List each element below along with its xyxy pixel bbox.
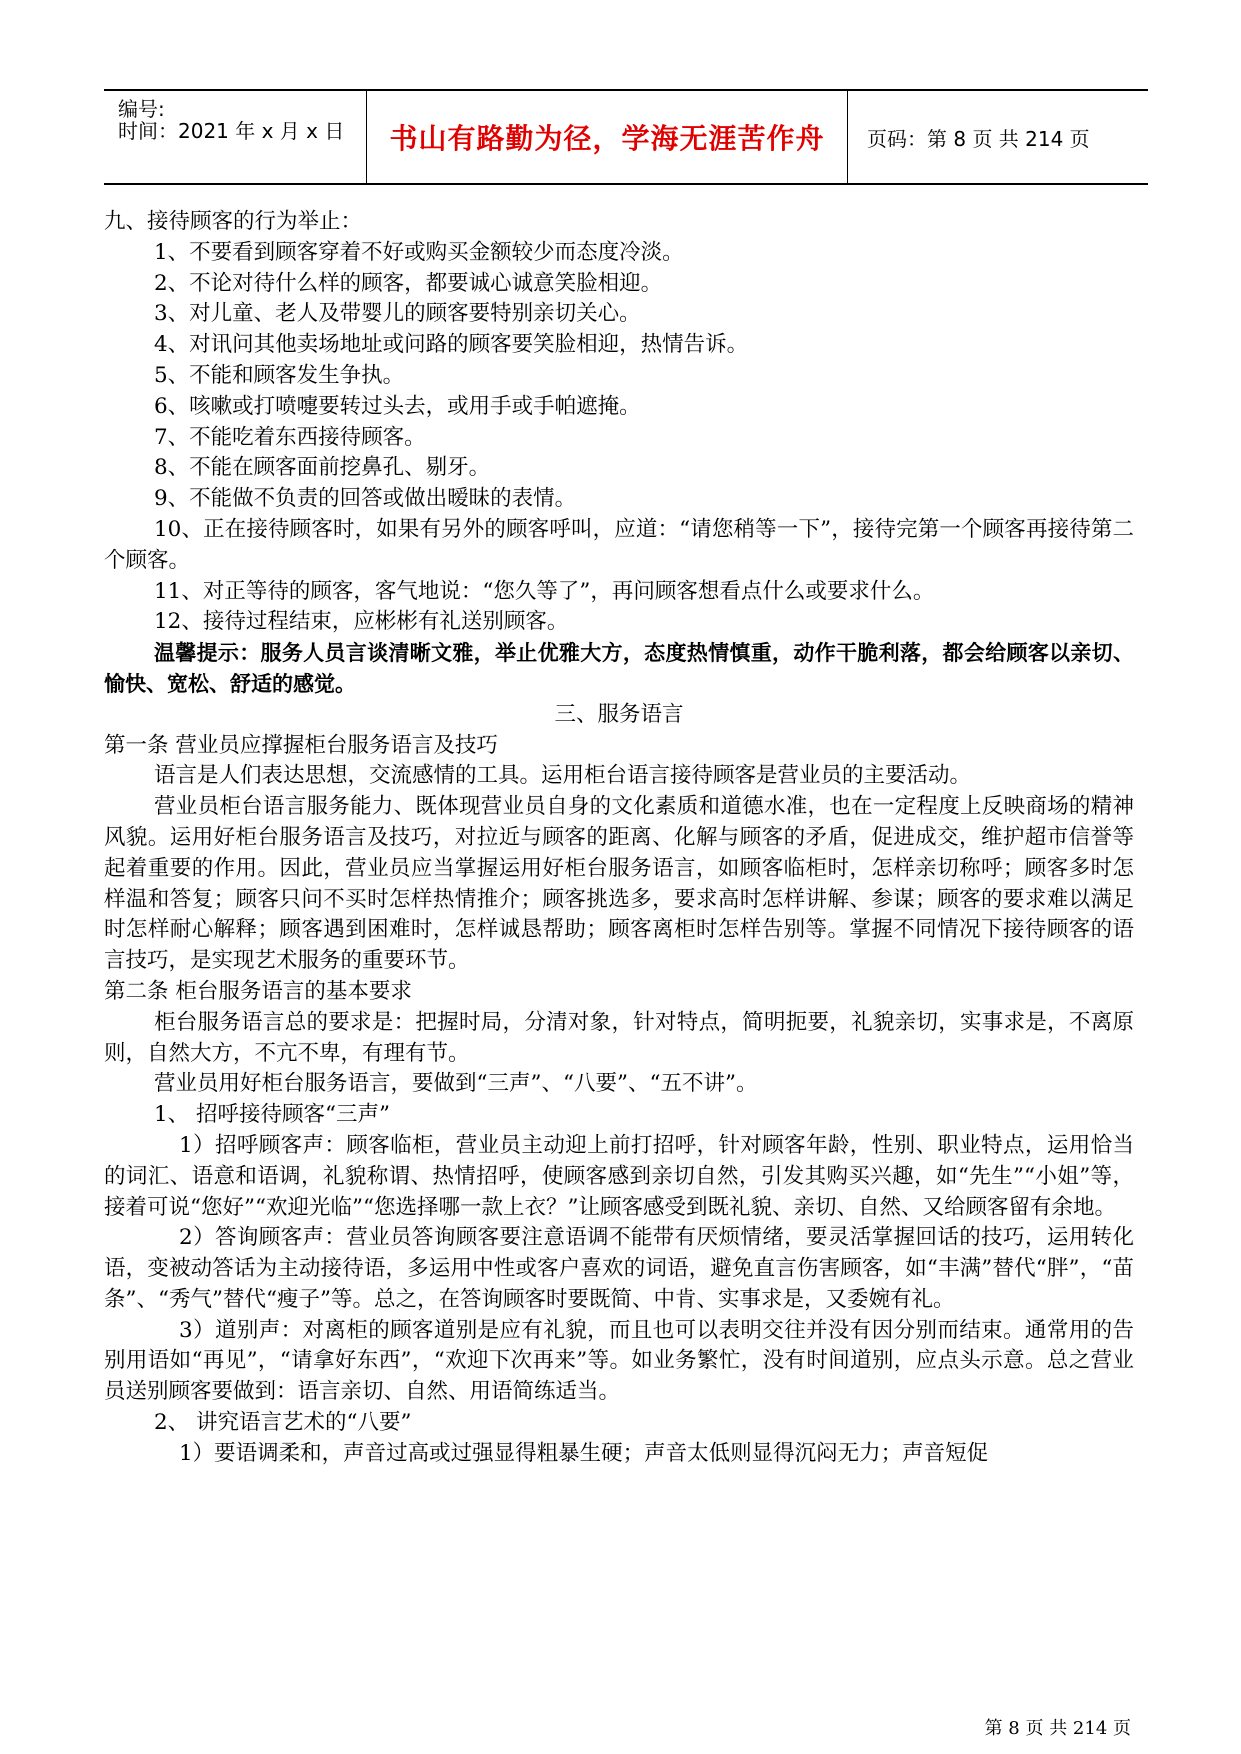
body-paragraph: 3）道别声：对离柜的顾客道别是应有礼貌，而且也可以表明交往并没有因分别而结束。通常用的告别用语如“再见”，“请拿好东西”，“欢迎下次再来”等。如业务繁忙，没有时间道别，应点头示意。总之营业员送别顾客要做到：语言亲切、自然、用语简练适当。	[104, 1317, 1134, 1405]
list-item: 5、不能和顾客发生争执。	[154, 362, 405, 388]
body-paragraph: 1）要语调柔和，声音过高或过强显得粗暴生硬；声音太低则显得沉闷无力；声音短促	[179, 1440, 989, 1466]
list-item: 1、不要看到顾客穿着不好或购买金额较少而态度冷淡。	[154, 239, 684, 265]
sub-heading: 2、 讲究语言艺术的“八要”	[154, 1410, 412, 1436]
header-info-cell	[104, 91, 367, 183]
header-page-code: 页码：第 8 页 共 214 页	[867, 126, 1090, 151]
body-paragraph: 营业员用好柜台服务语言，要做到“三声”、“八要”、“五不讲”。	[154, 1071, 758, 1097]
header-motto: 书山有路勤为径，学海无涯苦作舟	[389, 122, 825, 155]
list-item: 10、正在接待顾客时，如果有另外的顾客呼叫，应道：“请您稍等一下”，接待完第一个顾客再接待第二个顾客。	[104, 516, 1134, 573]
list-item: 9、不能做不负责的回答或做出暧昧的表情。	[154, 486, 577, 512]
chapter-heading: 三、服务语言	[554, 701, 684, 727]
list-item: 7、不能吃着东西接待顾客。	[154, 424, 426, 450]
article-heading: 第一条 营业员应撑握柜台服务语言及技巧	[104, 732, 498, 758]
list-item: 6、咳嗽或打喷嚏要转过头去，或用手或手帕遮掩。	[154, 393, 641, 419]
list-item: 4、对讯问其他卖场地址或问路的顾客要笑脸相迎，热情告诉。	[154, 332, 749, 358]
document-body	[104, 207, 1134, 1470]
body-paragraph: 语言是人们表达思想，交流感情的工具。运用柜台语言接待顾客是营业员的主要活动。	[154, 763, 972, 789]
sub-heading: 1、 招呼接待顾客“三声”	[154, 1102, 390, 1128]
list-item: 11、对正等待的顾客，客气地说：“您久等了”，再问顾客想看点什么或要求什么。	[154, 578, 935, 604]
page-header	[104, 89, 1148, 185]
list-item: 3、对儿童、老人及带婴儿的顾客要特别亲切关心。	[154, 301, 641, 327]
document-time-label: 时间：2021 年 x 月 x 日	[118, 119, 345, 143]
header-motto-cell	[367, 91, 848, 183]
page-footer: 第 8 页 共 214 页	[984, 1718, 1131, 1739]
body-paragraph: 2）答询顾客声：营业员答询顾客要注意语调不能带有厌烦情绪，要灵活掌握回话的技巧，运用转化语，变被动答话为主动接待语，多运用中性或客户喜欢的词语，避免直言伤害顾客，如“丰满”替代“胖”，“苗条”、“秀气”替代“瘦子”等。总之，在答询顾客时要既简、中肯、实事求是，又委婉有礼。	[104, 1225, 1134, 1312]
warm-tip: 温馨提示：服务人员言谈清晰文雅，举止优雅大方，态度热情慎重，动作干脆利落，都会给顾客以亲切、愉快、宽松、舒适的感觉。	[104, 641, 1134, 696]
document-number-label: 编号:	[118, 97, 165, 121]
body-paragraph: 柜台服务语言总的要求是：把握时局，分清对象，针对特点，简明扼要，礼貌亲切，实事求是，不离原则，自然大方，不亢不卑，有理有节。	[104, 1009, 1134, 1066]
section-heading: 九、接待顾客的行为举止：	[104, 209, 363, 234]
list-item: 8、不能在顾客面前挖鼻孔、剔牙。	[154, 455, 491, 481]
header-page-cell	[849, 91, 1148, 183]
article-heading: 第二条 柜台服务语言的基本要求	[104, 978, 412, 1004]
list-item: 2、不论对待什么样的顾客，都要诚心诚意笑脸相迎。	[154, 270, 663, 296]
list-item: 12、接待过程结束，应彬彬有礼送别顾客。	[154, 609, 569, 635]
body-paragraph: 营业员柜台语言服务能力、既体现营业员自身的文化素质和道德水准，也在一定程度上反映商场的精神风貌。运用好柜台服务语言及技巧，对拉近与顾客的距离、化解与顾客的矛盾，促进成交，维护超市信誉等起着重要的作用。因此，营业员应当掌握运用好柜台服务语言，如顾客临柜时，怎样亲切称呼；顾客多时怎样温和答复；顾客只问不买时怎样热情推介；顾客挑选多，要求高时怎样讲解、参谋；顾客的要求难以满足时怎样耐心解释；顾客遇到困难时，怎样诚恳帮助；顾客离柜时怎样告别等。掌握不同情况下接待顾客的语言技巧，是实现艺术服务的重要环节。	[104, 794, 1134, 974]
body-paragraph: 1）招呼顾客声：顾客临柜，营业员主动迎上前打招呼，针对顾客年龄，性别、职业特点，运用恰当的词汇、语意和语调，礼貌称谓、热情招呼，使顾客感到亲切自然，引发其购买兴趣，如“先生”“小姐”等，接着可说“您好”“欢迎光临”“您选择哪一款上衣？”让顾客感受到既礼貌、亲切、自然、又给顾客留有余地。	[104, 1132, 1134, 1220]
